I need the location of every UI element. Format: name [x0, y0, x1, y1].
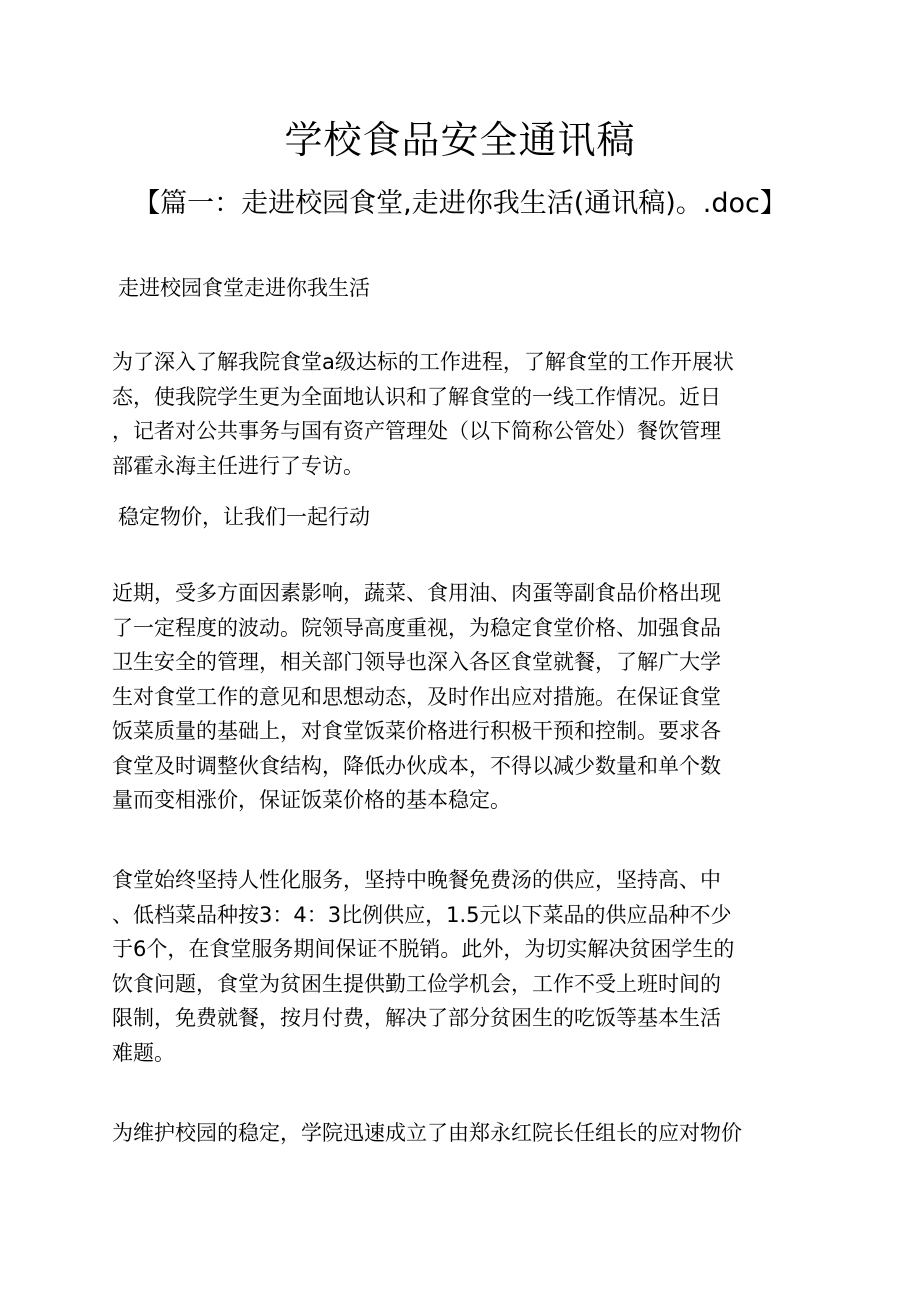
- paragraph-line: 近期，受多方面因素影响，蔬菜、食用油、肉蛋等副食品价格出现: [112, 581, 721, 605]
- section-heading-campus-canteen: 走进校园食堂走进你我生活: [118, 276, 370, 300]
- paragraph-line: 于6个，在食堂服务期间保证不脱销。此外，为切实解决贫困学生的: [112, 937, 735, 961]
- section-heading-stable-prices: 稳定物价，让我们一起行动: [118, 505, 370, 529]
- paragraph-line: 饭菜质量的基础上，对食堂饭菜价格进行积极干预和控制。要求各: [112, 719, 721, 743]
- paragraph-line: 量而变相涨价，保证饭菜价格的基本稳定。: [112, 788, 511, 812]
- paragraph-line: 卫生安全的管理，相关部门领导也深入各区食堂就餐，了解广大学: [112, 650, 721, 674]
- paragraph-line: 食堂始终坚持人性化服务，坚持中晚餐免费汤的供应，坚持高、中: [112, 868, 721, 892]
- paragraph-line: 部霍永海主任进行了专访。: [112, 453, 364, 478]
- paragraph-line: 为了深入了解我院食堂a级达标的工作进程，了解食堂的工作开展状: [112, 350, 734, 374]
- paragraph-line: 态，使我院学生更为全面地认识和了解食堂的一线工作情况。近日: [112, 384, 721, 409]
- paragraph-price-fluctuation: [112, 576, 802, 818]
- paragraph-line: 生对食堂工作的意见和思想动态，及时作出应对措施。在保证食堂: [112, 684, 721, 709]
- paragraph-line: 了一定程度的波动。院领导高度重视，为稳定食堂价格、加强食品: [112, 615, 721, 640]
- paragraph-interview-intro: [112, 345, 802, 483]
- paragraph-line: 饮食问题，食堂为贫困生提供勤工俭学机会，工作不受上班时间的: [112, 971, 721, 996]
- paragraph-campus-stability: [112, 1116, 802, 1151]
- document-title: 学校食品安全通讯稿: [284, 118, 636, 162]
- paragraph-line: 限制，免费就餐，按月付费，解决了部分贫困生的吃饭等基本生活: [112, 1006, 721, 1030]
- paragraph-line: ，记者对公共事务与国有资产管理处（以下简称公管处）餐饮管理: [112, 419, 721, 443]
- paragraph-line: 为维护校园的稳定，学院迅速成立了由郑永红院长任组长的应对物价: [112, 1121, 742, 1145]
- paragraph-line: 食堂及时调整伙食结构，降低办伙成本，不得以减少数量和单个数: [112, 753, 721, 778]
- paragraph-humanized-service: [112, 863, 802, 1070]
- document-subtitle: 【篇一：走进校园食堂,走进你我生活(通讯稿)。.doc】: [133, 188, 787, 219]
- paragraph-line: 难题。: [112, 1040, 175, 1065]
- paragraph-line: 、低档菜品种按3：4：3比例供应，1.5元以下菜品的供应品种不少: [112, 902, 732, 927]
